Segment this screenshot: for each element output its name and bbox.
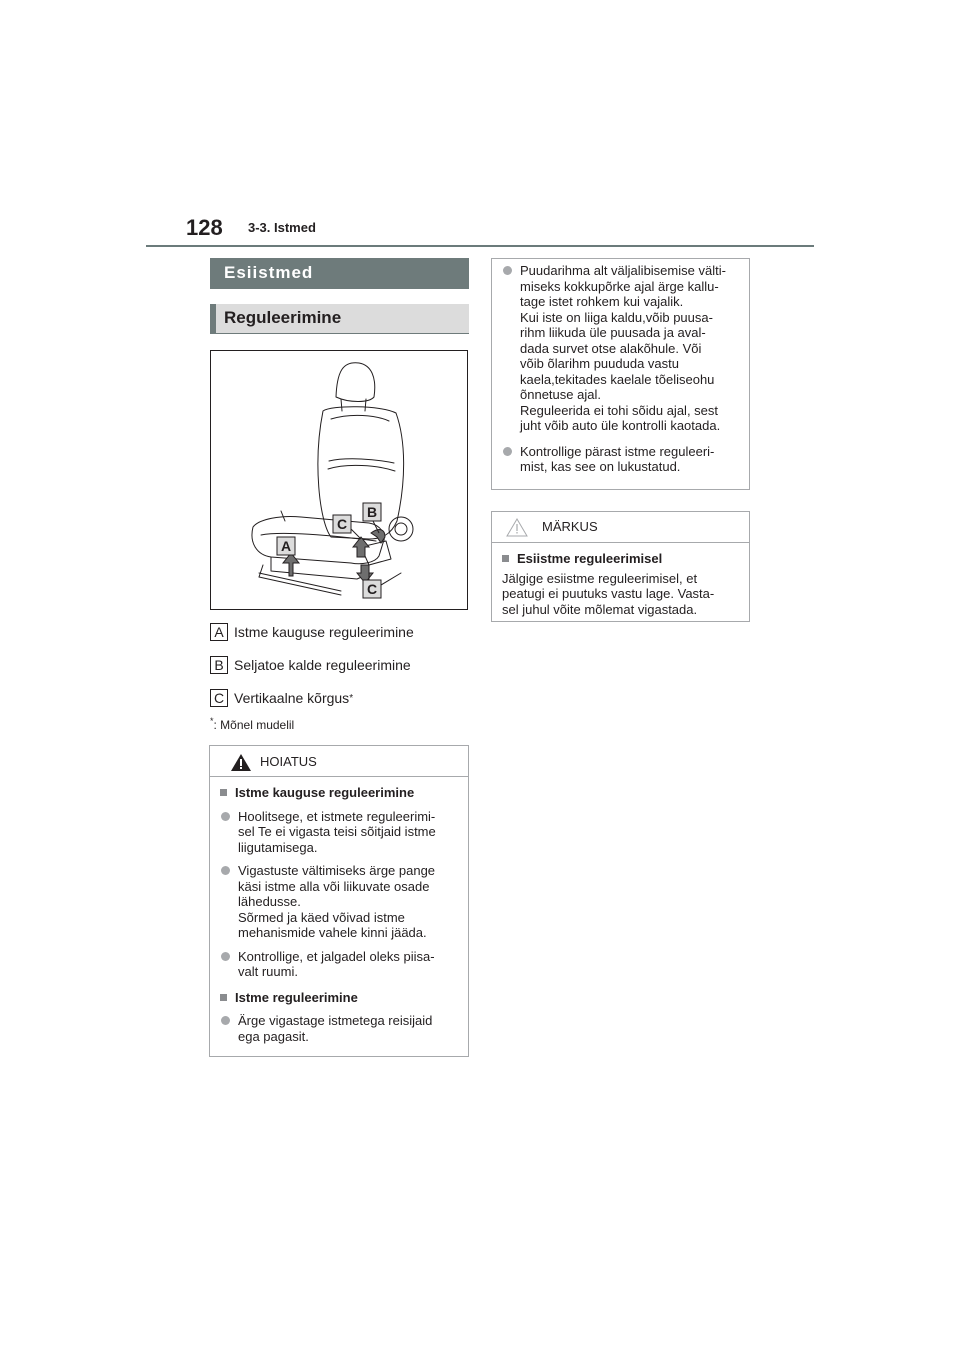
continued-bullet bbox=[502, 444, 739, 475]
legend-asterisk: * bbox=[349, 692, 354, 704]
bullet-dot-icon bbox=[503, 266, 512, 275]
section-title: 3-3. Istmed bbox=[248, 220, 316, 235]
text-line: rihm liikuda üle puusada ja aval- bbox=[520, 325, 706, 340]
text-line: Puudarihma alt väljalibisemise välti- bbox=[520, 263, 726, 278]
page-number: 128 bbox=[186, 215, 223, 240]
text-line: liigutamisega. bbox=[238, 839, 318, 855]
square-bullet-icon bbox=[220, 789, 227, 796]
text-line: ega pagasit. bbox=[238, 1028, 309, 1044]
warning-subhead-text: Istme kauguse reguleerimine bbox=[235, 785, 415, 800]
text-line: Kontrollige pärast istme reguleeri- bbox=[520, 443, 715, 459]
figure-label-b: B bbox=[366, 504, 378, 520]
warning-bullet bbox=[220, 949, 458, 980]
notice-subhead bbox=[502, 551, 739, 567]
header-rule bbox=[146, 245, 814, 247]
text-line: lähedusse. bbox=[238, 894, 301, 909]
figure-label-c-upper: C bbox=[336, 516, 348, 532]
heading-esiistmed: Esiistmed bbox=[210, 258, 469, 289]
text-line: peatugi ei puutuks vastu lage. Vasta- bbox=[502, 586, 715, 601]
bullet-dot-icon bbox=[503, 447, 512, 456]
warning-bullet bbox=[220, 1013, 458, 1044]
text-line: käsi istme alla või liikuvate osade bbox=[238, 878, 430, 894]
notice-icon bbox=[506, 518, 528, 537]
text-line: valt ruumi. bbox=[238, 964, 298, 979]
text-line: Kontrollige, et jalgadel oleks piisa- bbox=[238, 948, 435, 964]
heading-reguleerimine: Reguleerimine bbox=[210, 304, 469, 334]
figure-label-a: A bbox=[280, 538, 292, 554]
warning-subhead-distance bbox=[220, 785, 458, 801]
legend-key-b: B bbox=[210, 656, 228, 674]
notice-title: MÄRKUS bbox=[542, 519, 598, 534]
text-line: miseks kokkupõrke ajal ärge kallu- bbox=[520, 278, 719, 294]
legend-text-a: Istme kauguse reguleerimine bbox=[234, 624, 414, 640]
bullet-dot-icon bbox=[221, 1016, 230, 1025]
legend-text-c: Vertikaalne kõrgus bbox=[234, 690, 350, 706]
legend-text-b: Seljatoe kalde reguleerimine bbox=[234, 657, 411, 673]
text-line: Kui iste on liiga kaldu,võib puusa- bbox=[520, 309, 713, 325]
legend-item-c bbox=[210, 689, 353, 707]
warning-header bbox=[210, 746, 468, 777]
warning-icon bbox=[230, 753, 252, 772]
warning-title: HOIATUS bbox=[260, 754, 317, 769]
warning-box bbox=[209, 745, 469, 1057]
text-line: Sõrmed ja käed võivad istme bbox=[238, 909, 405, 925]
text-line: dada survet otse alakõhule. Või bbox=[520, 340, 702, 356]
square-bullet-icon bbox=[502, 555, 509, 562]
legend-key-a: A bbox=[210, 623, 228, 641]
bullet-dot-icon bbox=[221, 812, 230, 821]
text-line: Jälgige esiistme reguleerimisel, et bbox=[502, 570, 698, 586]
text-line: Hoolitsege, et istmete reguleerimi- bbox=[238, 808, 436, 824]
footnote-text: : Mõnel mudelil bbox=[213, 718, 295, 732]
text-line: Ärge vigastage istmetega reisijaid bbox=[238, 1013, 433, 1028]
warning-bullet bbox=[220, 809, 458, 856]
legend-key-c: C bbox=[210, 689, 228, 707]
legend-item-b bbox=[210, 656, 411, 674]
figure-label-c-lower: C bbox=[366, 581, 378, 597]
text-line: kaela,tekitades kaelale tõeliseohu bbox=[520, 371, 715, 387]
text-line: tage istet rohkem kui vajalik. bbox=[520, 294, 684, 309]
seat-drawing bbox=[211, 351, 467, 609]
text-line: sel Te ei vigasta teisi sõitjaid istme bbox=[238, 824, 436, 839]
text-line: Reguleerida ei tohi sõidu ajal, sest bbox=[520, 402, 719, 418]
notice-header bbox=[492, 512, 749, 543]
continued-bullet bbox=[502, 263, 739, 434]
footnote-mark: * bbox=[210, 716, 214, 726]
bullet-dot-icon bbox=[221, 952, 230, 961]
text-line: mist, kas see on lukustatud. bbox=[520, 459, 681, 474]
warning-continued-box bbox=[491, 258, 750, 490]
notice-subhead-text: Esiistme reguleerimisel bbox=[517, 551, 663, 566]
notice-box bbox=[491, 511, 750, 622]
warning-bullet bbox=[220, 863, 458, 941]
legend-item-a bbox=[210, 623, 414, 641]
bullet-dot-icon bbox=[221, 866, 230, 875]
seat-illustration bbox=[210, 350, 468, 610]
text-line: juht võib auto üle kontrolli kaotada. bbox=[520, 418, 721, 433]
text-line: sel juhul võite mõlemat vigastada. bbox=[502, 601, 698, 617]
warning-subhead-adjust bbox=[220, 990, 458, 1006]
text-line: Vigastuste vältimiseks ärge pange bbox=[238, 863, 436, 878]
text-line: mehanismide vahele kinni jääda. bbox=[238, 925, 427, 940]
text-line: õnnetuse ajal. bbox=[520, 387, 601, 402]
text-line: võib õlarihm puududa vastu bbox=[520, 356, 679, 371]
warning-subhead-text: Istme reguleerimine bbox=[235, 989, 358, 1005]
footnote bbox=[210, 716, 294, 732]
square-bullet-icon bbox=[220, 994, 227, 1001]
